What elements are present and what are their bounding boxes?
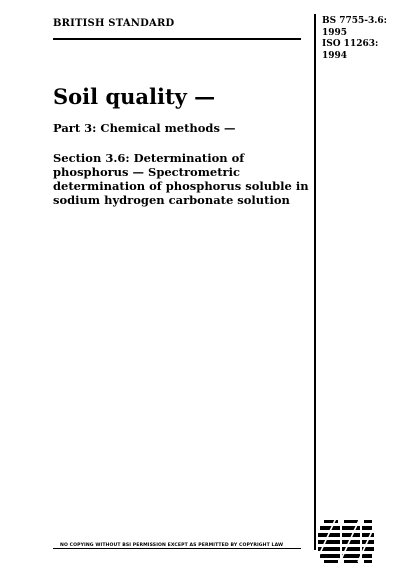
copyright-notice: NO COPYING WITHOUT BSI PERMISSION EXCEPT AS PERMITTED BY COPYRIGHT LAW [60, 543, 284, 548]
bsi-logo-icon [318, 518, 376, 564]
column-divider [314, 14, 316, 550]
footer-rule [53, 548, 301, 549]
publisher-label: BRITISH STANDARD [53, 18, 175, 29]
standard-number: BS 7755-3.6: 1995 ISO 11263: 1994 [322, 16, 388, 61]
part-title: Part 3: Chemical methods — [53, 121, 236, 135]
document-title: Soil quality — [53, 84, 216, 109]
header-rule [53, 38, 301, 40]
section-title: Section 3.6: Determination of phosphorus — Spectrometric determination of phosphorus soluble in sodium hydrogen carbonate solution [53, 151, 309, 207]
